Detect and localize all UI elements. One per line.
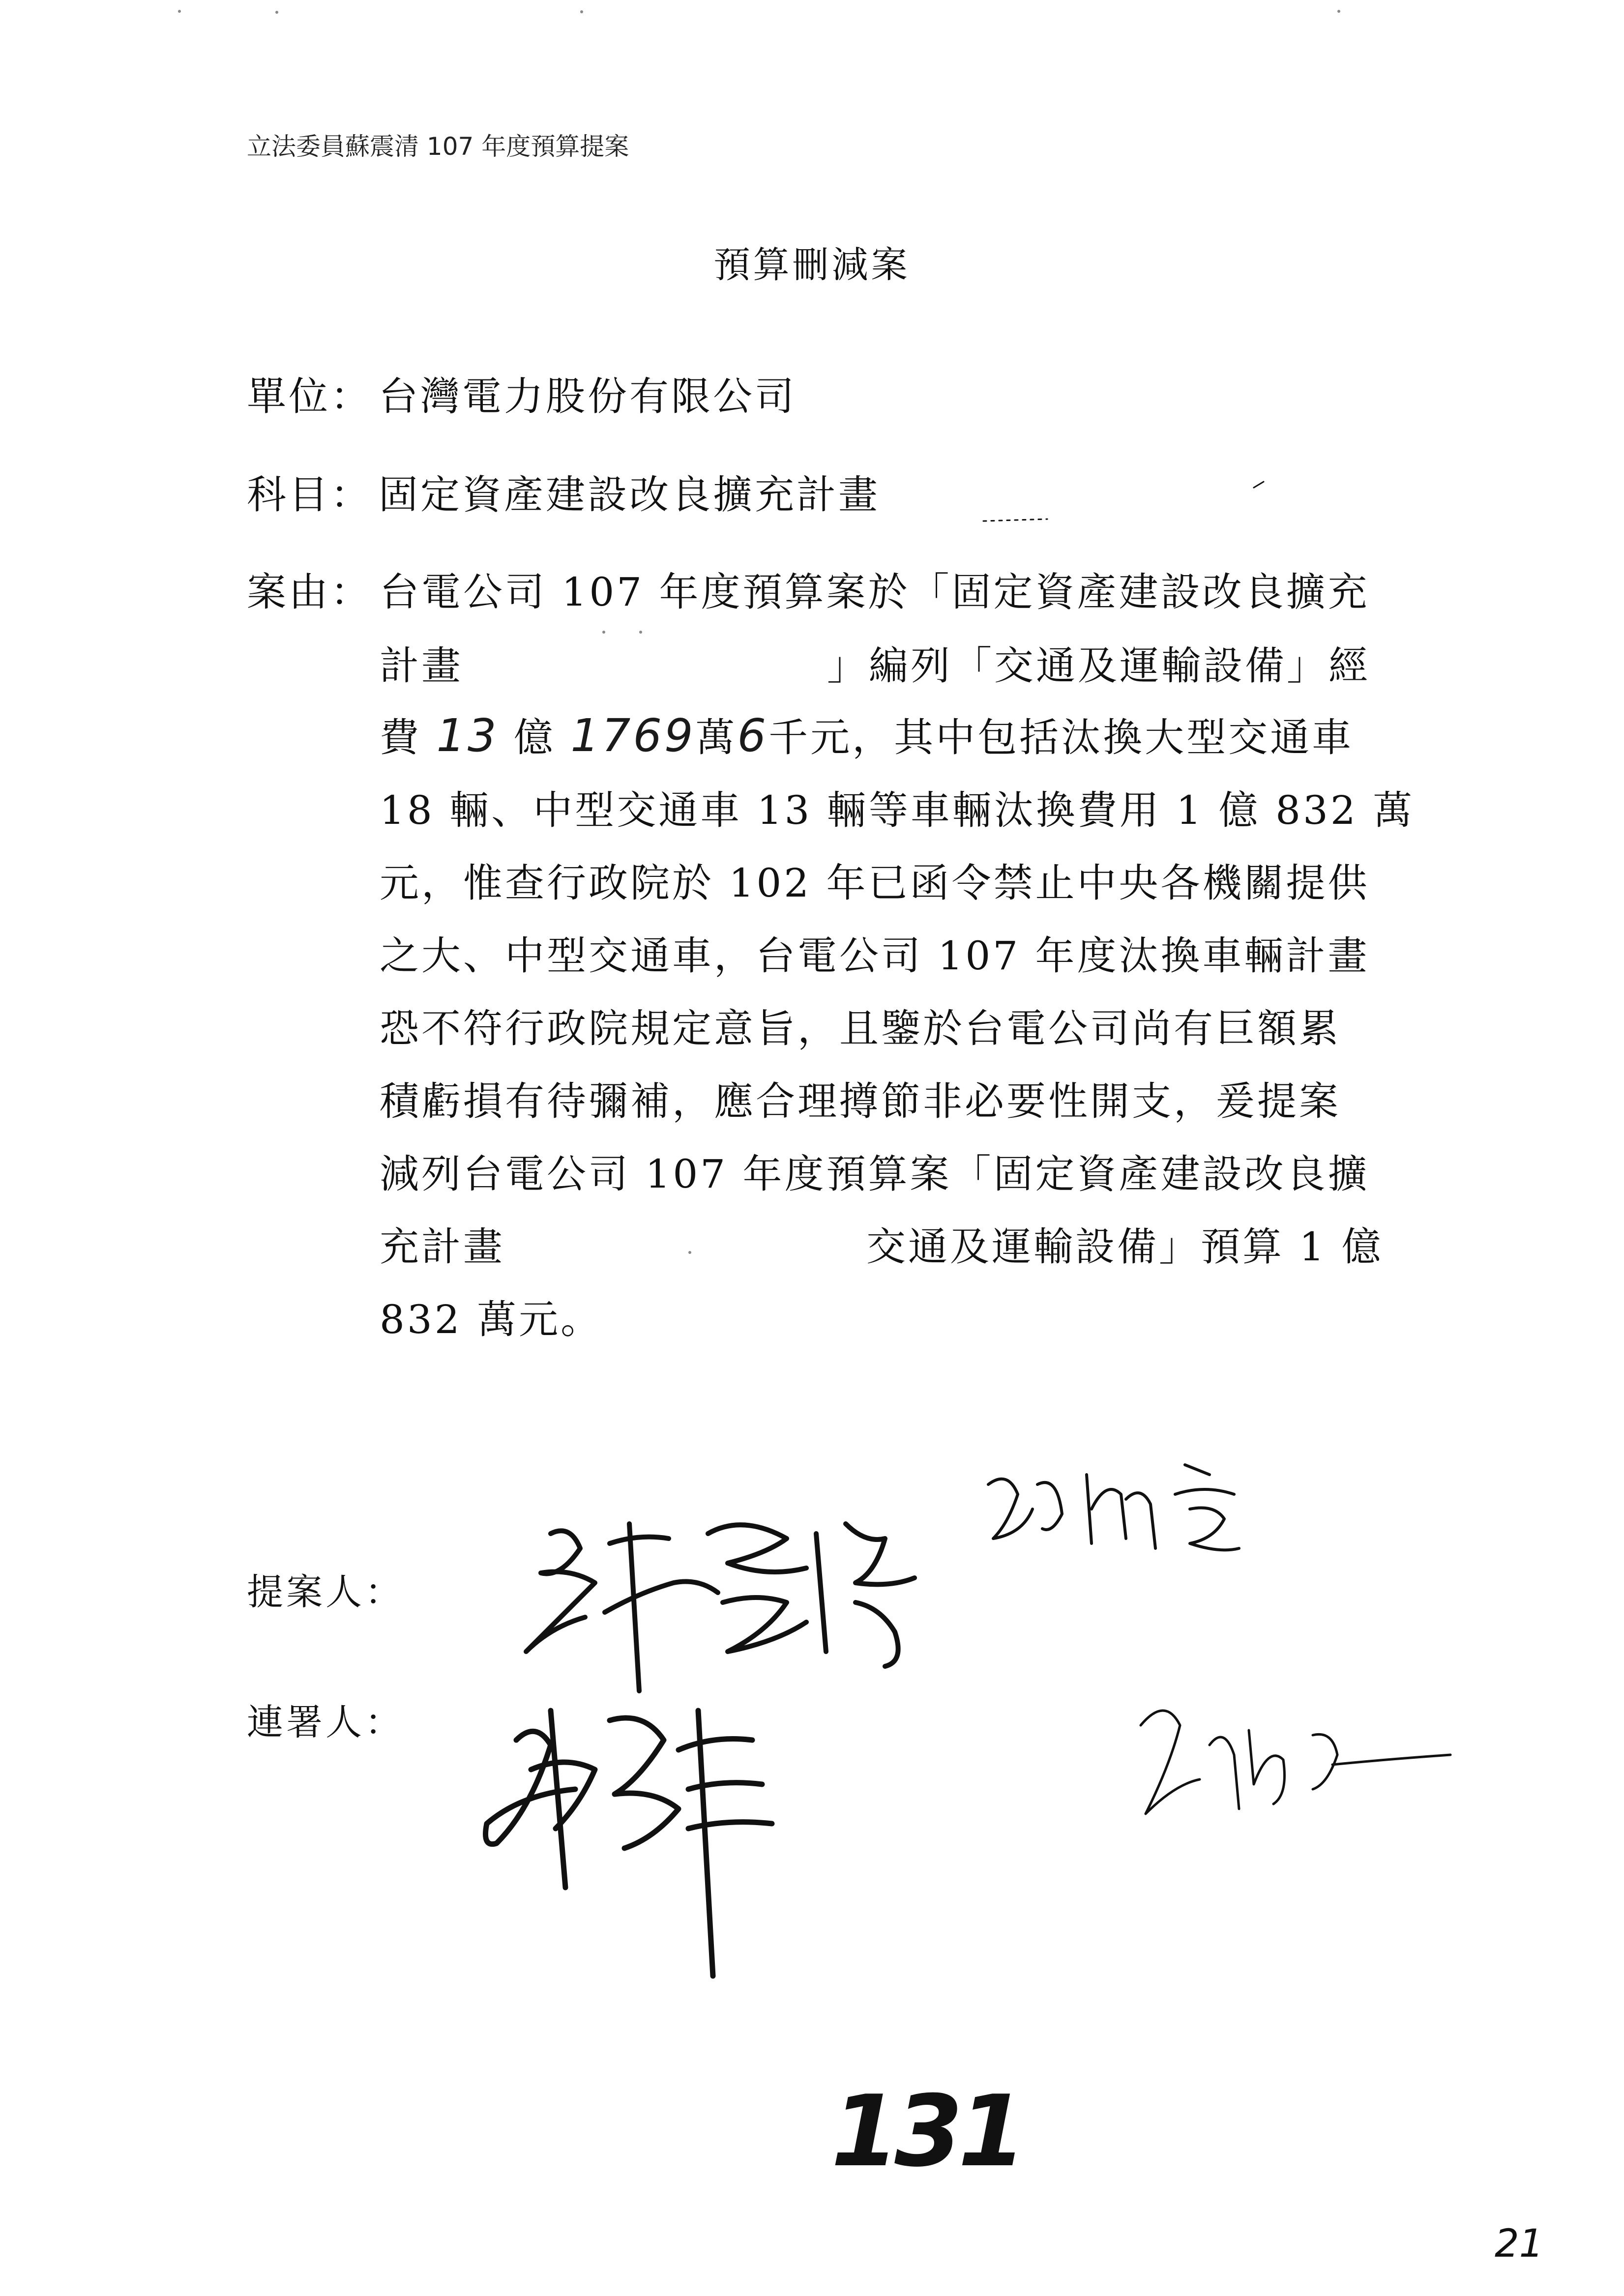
reason-line-3 (380, 706, 1354, 762)
reason-line-10-tail: 交通及運輸設備」預算 1 億 (866, 1224, 1384, 1270)
cosigner-signature (1126, 1686, 1470, 1833)
scan-speck (1337, 10, 1340, 13)
handwritten-qian-amount: 6 (737, 709, 769, 762)
scan-speck (602, 631, 605, 634)
proposer-label: 提案人： (247, 1571, 404, 1613)
cosigner-label: 連署人： (247, 1701, 404, 1744)
subject-value: 固定資產建設改良擴充計畫 (379, 472, 880, 518)
reason-line-8: 積虧損有待彌補，應合理撙節非必要性開支，爰提案 (380, 1078, 1341, 1124)
handwritten-page-number: 131 (831, 2074, 1022, 2189)
scan-speck (688, 1251, 691, 1254)
reason-line-4: 18 輛、中型交通車 13 輛等車輛汰換費用 1 億 832 萬 (380, 787, 1415, 833)
reason-text: 計畫 (380, 643, 463, 689)
cosigner-signature (978, 1455, 1254, 1583)
subject-row (247, 463, 880, 520)
scan-speck (178, 10, 181, 13)
subject-label: 科目： (247, 472, 372, 518)
scan-speck (580, 10, 583, 13)
handwritten-wan-amount: 1769 (570, 709, 696, 762)
scan-speck (275, 11, 278, 14)
reason-line-2 (380, 634, 463, 691)
cosigner-signature (467, 1681, 841, 1996)
unit-row (247, 365, 797, 421)
reason-line-7: 恐不符行政院規定意旨，且鑒於台電公司尚有巨額累 (380, 1006, 1341, 1051)
reason-line-5: 元，惟查行政院於 102 年已函令禁止中央各機關提供 (380, 860, 1370, 906)
reason-text: 億 (513, 715, 556, 760)
header-note: 立法委員蘇震清 107 年度預算提案 (247, 132, 629, 161)
reason-text: 費 (380, 715, 421, 760)
reason-line-9: 減列台電公司 107 年度預算案「固定資產建設改良擴 (380, 1151, 1370, 1197)
handwritten-yi-amount: 13 (436, 709, 499, 762)
reason-line-1: 台電公司 107 年度預算案於「固定資產建設改良擴充 (380, 569, 1370, 615)
scan-mark (978, 472, 1273, 531)
reason-line-2-tail: 」編列「交通及運輸設備」經 (827, 643, 1370, 689)
reason-label: 案由： (247, 569, 372, 615)
reason-line-11: 832 萬元。 (380, 1297, 603, 1342)
scan-speck (639, 631, 642, 634)
reason-line-6: 之大、中型交通車，台電公司 107 年度汰換車輛計畫 (380, 933, 1370, 979)
handwritten-sheet-number: 21 (1495, 2222, 1544, 2266)
unit-label: 單位： (247, 374, 372, 419)
proposer-signature (511, 1504, 954, 1711)
unit-value: 台灣電力股份有限公司 (379, 374, 797, 419)
reason-text: 千元，其中包括汰換大型交通車 (768, 715, 1354, 760)
reason-line-10: 充計畫 (380, 1224, 505, 1270)
reason-text: 萬 (695, 715, 738, 760)
document-title: 預算刪減案 (713, 244, 911, 286)
